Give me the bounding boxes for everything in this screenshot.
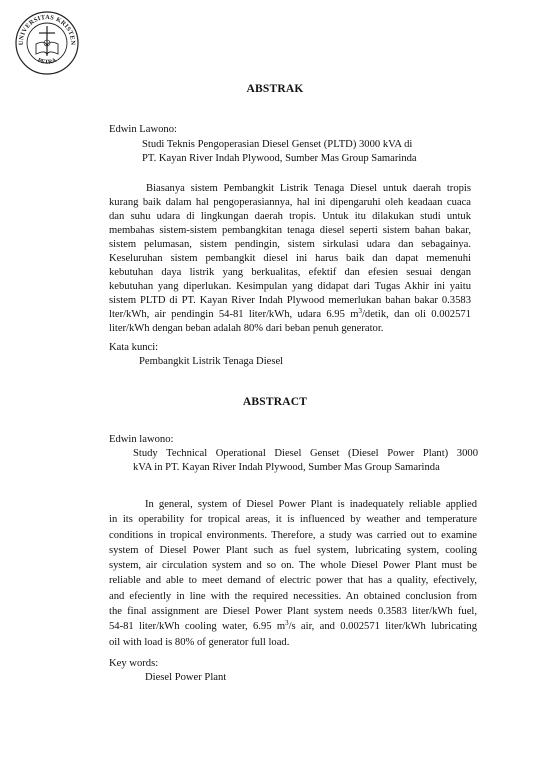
abstrak-body-line: kebutuhan yang diperlukan. Kesimpulan yang didapat dari Tugas Akhir ini yaitu <box>109 281 471 292</box>
abstrak-heading: ABSTRAK <box>246 83 304 95</box>
abstract-body-line: system of Diesel Power Plant such as fuel system, lubricating system, cooling <box>109 544 477 556</box>
abstrak-line10-sup: 3 <box>358 307 362 315</box>
abstract-body-line: system, air circulation system and so on. The whole Diesel Power Plant must be <box>109 560 477 572</box>
abstrak-body-line: sistem pelumasan, sistem pendingin, sistem sirkulasi udara dan sebagainya. <box>109 239 471 250</box>
abstract-body-line: the final assignment are Diesel Power Plant system needs 0.3583 liter/kWh fuel, <box>109 606 477 618</box>
abstract-line9-sup: 3 <box>285 619 289 628</box>
abstract-body-line: and efeciently in line with the required necessities. An obtained conclusion from <box>109 590 477 602</box>
abstrak-title-line-2: PT. Kayan River Indah Plywood, Sumber Mas Group Samarinda <box>142 153 417 164</box>
abstrak-body-line: kebutuhan daya listrik yang berkualitas, efektif dan efesien sesuai dengan <box>109 267 471 278</box>
abstract-keywords-label: Key words: <box>109 658 159 669</box>
abstrak-title-line-1: Studi Teknis Pengoperasian Diesel Genset (PLTD) 3000 kVA di <box>142 139 413 150</box>
abstract-heading: ABSTRACT <box>242 396 308 408</box>
abstrak-keywords-label: Kata kunci: <box>109 342 159 353</box>
abstrak-body-line: kurang baik dalam hal pengoperasiannya, hal ini dipengaruhi oleh keadaan cuaca <box>109 197 471 208</box>
abstract-line9-post: /s air, and 0.002571 liter/kWh lubricating <box>288 621 478 633</box>
abstract-body-line: reliable and able to meet demand of electric power that has a quality, efectively, <box>109 575 477 587</box>
abstrak-body-line: sistem PLTD di PT. Kayan River Indah Plywood memerlukan bahan bakar 0.3583 <box>109 295 471 306</box>
seal-top-text: UNIVERSITAS KRISTEN <box>17 13 77 46</box>
abstract-author: Edwin lawono: <box>109 434 174 445</box>
abstrak-body <box>109 182 471 336</box>
abstrak-keywords: Pembangkit Listrik Tenaga Diesel <box>139 356 284 367</box>
abstract-keywords: Diesel Power Plant <box>145 672 227 683</box>
abstract-title-line-1: Study Technical Operational Diesel Genset (Diesel Power Plant) 3000 <box>133 448 478 459</box>
abstract-title-line-2: kVA in PT. Kayan River Indah Plywood, Sumber Mas Group Samarinda <box>133 462 440 473</box>
abstrak-body-line: dan suhu udara di lingkungan daerah tropis. Untuk itu dilakukan studi untuk <box>109 211 471 222</box>
abstract-body-line: oil with load is 80% of generator full load. <box>109 636 290 648</box>
abstrak-body-line: liter/kWh dengan beban adalah 80% dari beban penuh generator. <box>109 323 384 334</box>
abstrak-body-line: membahas sistem-sistem pembangkitan tenaga diesel seperti sistem bahan bakar, <box>109 225 471 236</box>
abstract-body-line <box>109 619 477 634</box>
abstract-body-line: in its operability for tropical areas, it is influenced by weather and temperature <box>109 514 477 526</box>
abstrak-author: Edwin Lawono: <box>109 124 177 135</box>
abstract-body-line: conditions in tropical environments. Therefore, a study was carried out to examine <box>109 529 477 541</box>
abstrak-line10-post: /detik, dan oli 0.002571 <box>361 309 471 320</box>
abstract-body-line: In general, system of Diesel Power Plant is inadequately reliable applied <box>145 499 477 510</box>
abstrak-body-line: Biasanya sistem Pembangkit Listrik Tenaga Diesel untuk daerah tropis <box>146 183 471 194</box>
abstrak-body-line: Keseluruhan sistem pembangkit diesel ini harus baik dan dapat memenuhi <box>109 253 471 264</box>
abstract-line9-pre: 54-81 liter/kWh cooling water, 6.95 m <box>109 621 286 633</box>
svg-text:PETRA <box>36 57 58 65</box>
seal-bottom-text: PETRA <box>36 57 58 66</box>
abstrak-body-line <box>109 308 471 322</box>
abstract-body <box>109 497 477 650</box>
seal-graphic <box>14 10 80 76</box>
abstrak-line10-pre: lter/kWh, air pendingin 54-81 liter/kWh, udara 6.95 m <box>109 309 359 320</box>
university-seal-icon <box>14 10 80 76</box>
